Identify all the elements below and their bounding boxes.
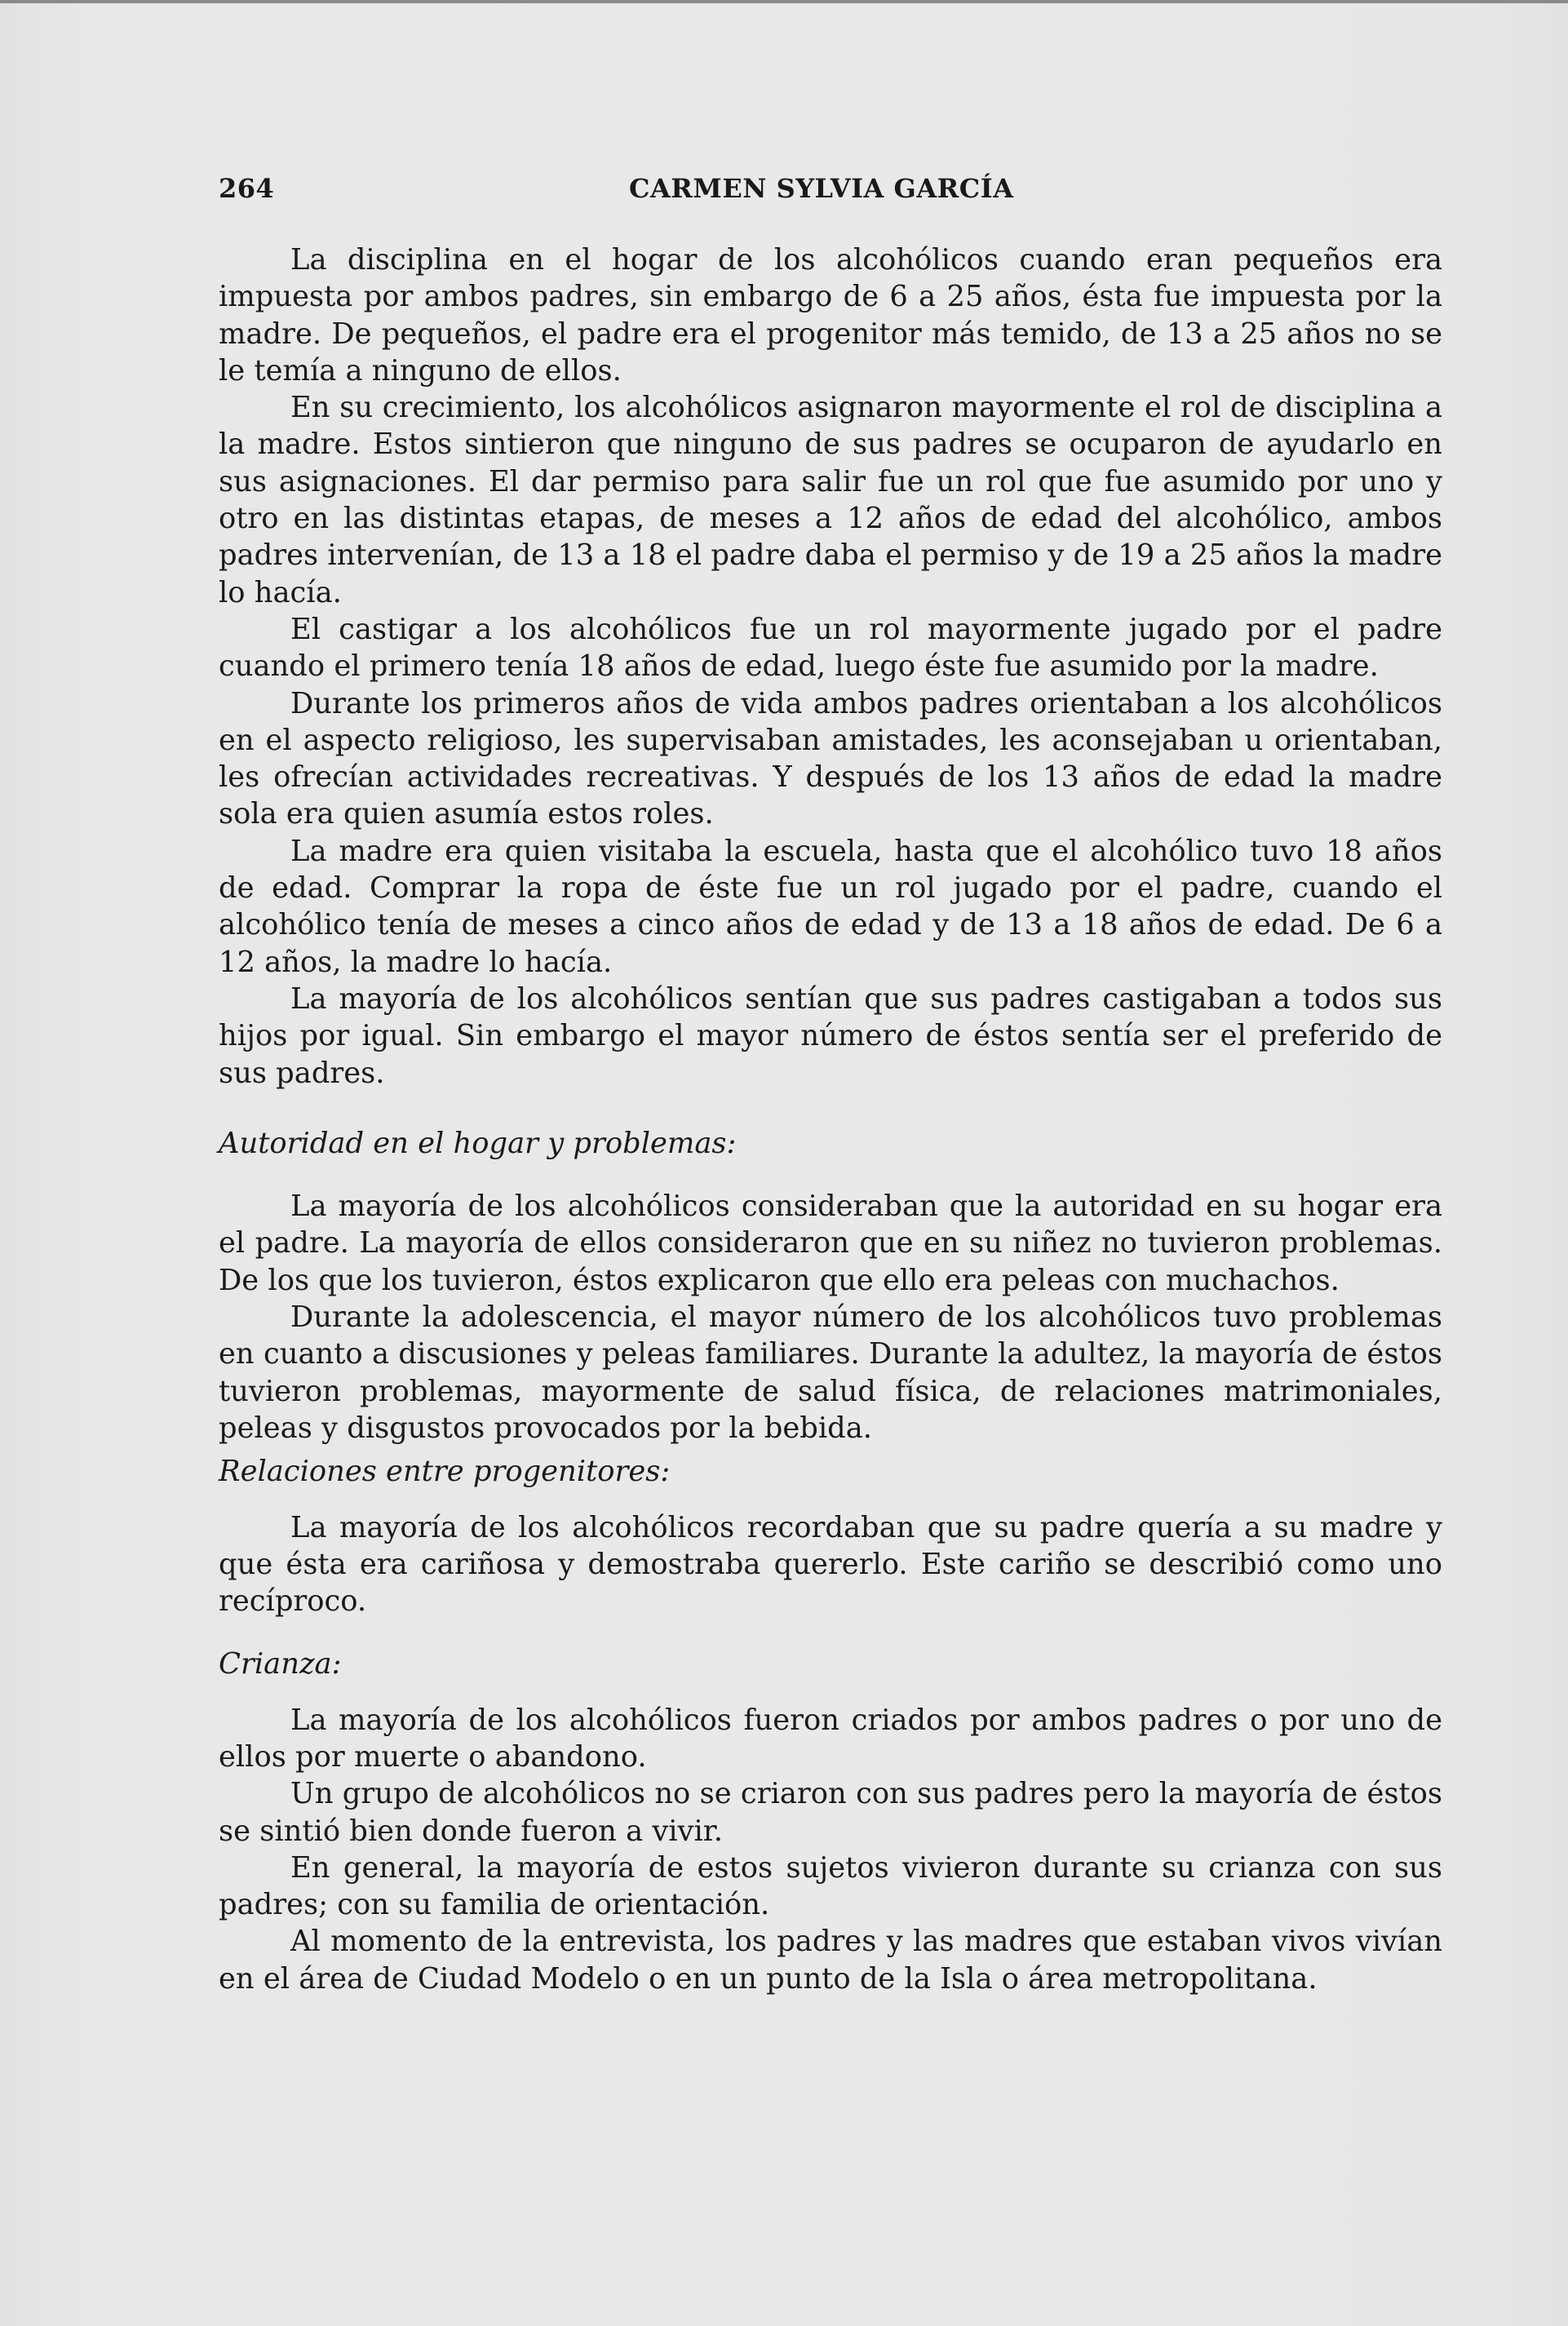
- section-spacer: [219, 1619, 1442, 1646]
- paragraph: Al momento de la entrevista, los padres y las madres que estaban vivos vivían en el área de Ciudad Modelo o en un punto de la Isla o área metropolitana.: [219, 1925, 1442, 1996]
- section-spacer: [219, 1447, 1442, 1453]
- section-spacer: [219, 1092, 1442, 1125]
- paragraph: En general, la mayoría de estos sujetos vivieron durante su crianza con sus padres; con su familia de orientación.: [219, 1850, 1442, 1922]
- paragraph: La mayoría de los alcohólicos fueron criados por ambos padres o por uno de ellos por muerte o abandono.: [219, 1703, 1442, 1774]
- paragraph: Un grupo de alcohólicos no se criaron con sus padres pero la mayoría de éstos se sintió bien donde fueron a vivir.: [219, 1777, 1442, 1848]
- paragraph: La madre era quien visitaba la escuela, hasta que el alcohólico tuvo 18 años de edad. Comprar la ropa de éste fue un rol jugado por el padre, cuando el alcohólico tenía de meses a cinco años de edad y de 13 a 18 años de edad. De 6 a 12 años, la madre lo hacía.: [219, 834, 1442, 979]
- section-spacer: [219, 1491, 1442, 1509]
- paragraph: En su crecimiento, los alcohólicos asignaron mayormente el rol de disciplina a la madre. Estos sintieron que ninguno de sus padres se ocuparon de ayudarlo en sus asignaciones. El dar permiso para salir fue un rol que fue asumido por uno y otro en las distintas etapas, de meses a 12 años de edad del alcohólico, ambos padres intervenían, de 13 a 18 el padre daba el permiso y de 19 a 25 años la madre lo hacía.: [219, 391, 1442, 609]
- paragraph: La mayoría de los alcohólicos recordaban que su padre quería a su madre y que ésta era cariñosa y demostraba quererlo. Este cariño se describió como uno recíproco.: [219, 1510, 1442, 1619]
- page-header: [219, 173, 1442, 214]
- section-spacer: [219, 1683, 1442, 1702]
- paragraph: El castigar a los alcohólicos fue un rol mayormente jugado por el padre cuando el primero tenía 18 años de edad, luego éste fue asumido por la madre.: [219, 612, 1442, 684]
- paragraph: Durante la adolescencia, el mayor número de los alcohólicos tuvo problemas en cuanto a discusiones y peleas familiares. Durante la adultez, la mayoría de éstos tuvieron problemas, mayormente de salud física, de relaciones matrimoniales, peleas y disgustos provocados por la bebida.: [219, 1300, 1442, 1445]
- section-heading: Crianza:: [219, 1647, 342, 1681]
- paragraph: Durante los primeros años de vida ambos padres orientaban a los alcohólicos en el aspecto religioso, les supervisaban amistades, les aconsejaban u orientaban, les ofrecían actividades recreativas. Y después de los 13 años de edad la madre sola era quien asumía estos roles.: [219, 686, 1442, 831]
- section-spacer: [219, 1162, 1442, 1188]
- section-heading: Autoridad en el hogar y problemas:: [219, 1126, 737, 1160]
- running-head: CARMEN SYLVIA GARCÍA: [629, 173, 1014, 204]
- page-number: 264: [219, 173, 275, 204]
- body-text: [219, 241, 1442, 1997]
- paragraph: La mayoría de los alcohólicos sentían que sus padres castigaban a todos sus hijos por igual. Sin embargo el mayor número de éstos sentía ser el preferido de sus padres.: [219, 981, 1442, 1090]
- paragraph: La disciplina en el hogar de los alcohólicos cuando eran pequeños era impuesta por ambos padres, sin embargo de 6 a 25 años, ésta fue impuesta por la madre. De pequeños, el padre era el progenitor más temido, de 13 a 25 años no se le temía a ninguno de ellos.: [219, 243, 1442, 388]
- top-edge: [0, 0, 1568, 3]
- section-heading: Relaciones entre progenitores:: [219, 1455, 671, 1489]
- paragraph: La mayoría de los alcohólicos consideraban que la autoridad en su hogar era el padre. La mayoría de ellos consideraron que en su niñez no tuvieron problemas. De los que los tuvieron, éstos explicaron que ello era peleas con muchachos.: [219, 1190, 1442, 1297]
